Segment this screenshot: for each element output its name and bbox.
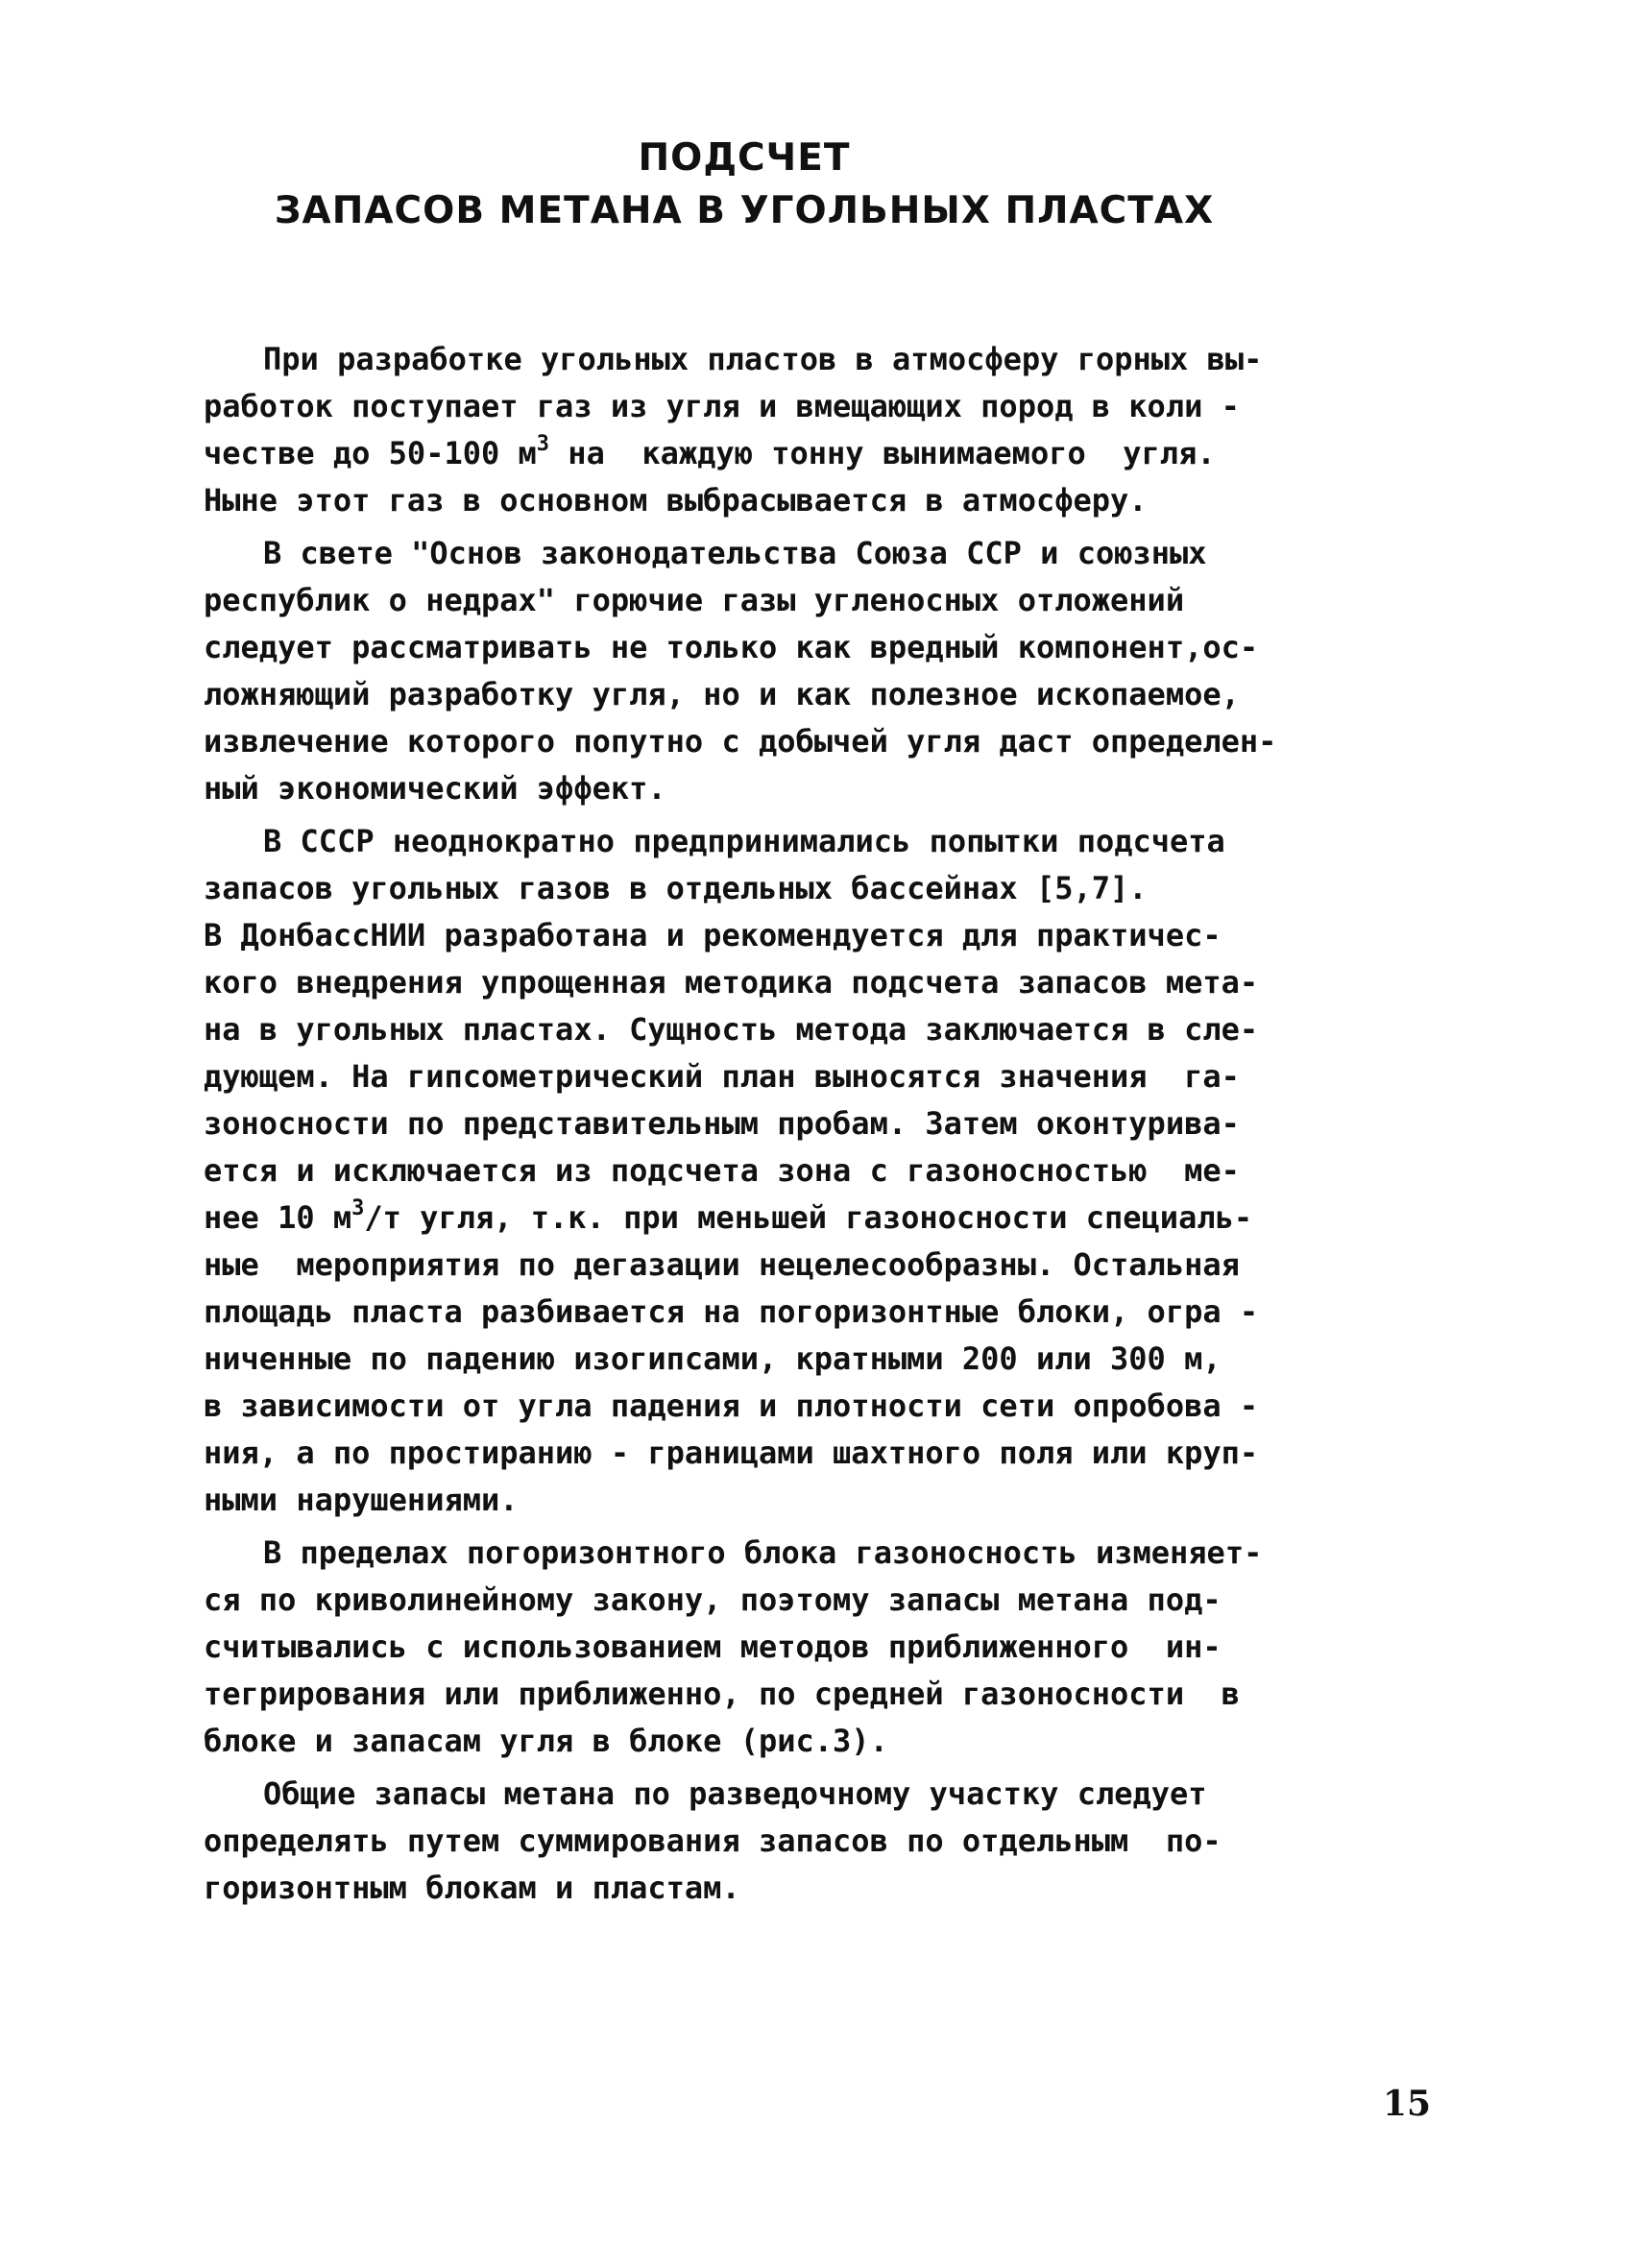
text-line: площадь пласта разбивается на погоризонтные блоки, огра - [204, 1293, 1259, 1330]
text-line: горизонтным блокам и пластам. [204, 1870, 740, 1906]
text-line: При разработке угольных пластов в атмосферу горных вы- [263, 341, 1263, 377]
text-line: на в угольных пластах. Сущность метода заключается в сле- [204, 1011, 1259, 1048]
text-line: следует рассматривать не только как вредный компонент,ос- [204, 629, 1259, 665]
text-line: ные мероприятия по дегазации нецелесообразны. Остальная [204, 1246, 1240, 1283]
text-line: ся по криволинейному закону, поэтому запасы метана под- [204, 1581, 1222, 1618]
paragraph-4 [204, 912, 1452, 1524]
text-line: дующем. На гипсометрический план выносятся значения га- [204, 1058, 1240, 1095]
text-line: В пределах погоризонтного блока газоносность изменяет- [263, 1534, 1263, 1571]
text-line: в зависимости от угла падения и плотности сети опробова - [204, 1387, 1259, 1424]
paragraph-2 [204, 530, 1452, 812]
exponent: 3 [351, 1196, 365, 1221]
text-line: Ныне этот газ в основном выбрасывается в атмосферу. [204, 482, 1148, 519]
text-fragment: /т угля, т.к. при меньшей газоносности специаль- [364, 1199, 1253, 1236]
text-fragment: честве до 50-100 м [204, 435, 537, 471]
text-fragment: нее 10 м [204, 1199, 352, 1236]
exponent: 3 [536, 432, 550, 457]
text-line-with-exponent [204, 430, 1452, 477]
text-line: В ДонбассНИИ разработана и рекомендуется для практичес- [204, 917, 1222, 953]
text-line: определять путем суммирования запасов по отдельным по- [204, 1822, 1222, 1859]
text-line: тегрирования или приближенно, по средней газоносности в [204, 1676, 1240, 1712]
text-line: республик о недрах" горючие газы угленосных отложений [204, 582, 1185, 618]
text-line: ниченные по падению изогипсами, кратными 200 или 300 м, [204, 1340, 1222, 1377]
text-line: работок поступает газ из угля и вмещающих пород в коли - [204, 388, 1240, 424]
paragraph-6 [204, 1771, 1452, 1912]
text-line: зоносности по представительным пробам. Затем оконтурива- [204, 1105, 1240, 1142]
text-line: извлечение которого попутно с добычей угля даст определен- [204, 723, 1277, 760]
text-line: ный экономический эффект. [204, 770, 666, 807]
page-number: 15 [1383, 2084, 1432, 2124]
text-line: блоке и запасам угля в блоке (рис.3). [204, 1723, 888, 1759]
text-line: В свете "Основ законодательства Союза ССР и союзных [263, 535, 1207, 571]
text-line: В СССР неоднократно предпринимались попытки подсчета [263, 823, 1225, 859]
text-line: кого внедрения упрощенная методика подсчета запасов мета- [204, 964, 1259, 1001]
title-line-2: ЗАПАСОВ МЕТАНА В УГОЛЬНЫХ ПЛАСТАХ [274, 189, 1215, 232]
text-line: ния, а по простиранию - границами шахтного поля или круп- [204, 1435, 1259, 1471]
text-line: считывались с использованием методов приближенного ин- [204, 1629, 1222, 1665]
title-line-1: ПОДСЧЕТ [638, 136, 851, 180]
text-line: Общие запасы метана по разведочному участку следует [263, 1775, 1207, 1812]
text-line: ложняющий разработку угля, но и как полезное ископаемое, [204, 676, 1240, 712]
text-line: ется и исключается из подсчета зона с газоносностью ме- [204, 1152, 1240, 1189]
paragraph-3 [204, 818, 1452, 912]
text-line: запасов угольных газов в отдельных бассейнах [5,7]. [204, 870, 1148, 906]
paragraph-1 [204, 336, 1452, 524]
document-body [204, 336, 1452, 1918]
text-line: ными нарушениями. [204, 1482, 519, 1518]
paragraph-5 [204, 1530, 1452, 1765]
text-line-with-exponent [204, 1194, 1452, 1242]
text-fragment: на каждую тонну вынимаемого угля. [549, 435, 1216, 471]
